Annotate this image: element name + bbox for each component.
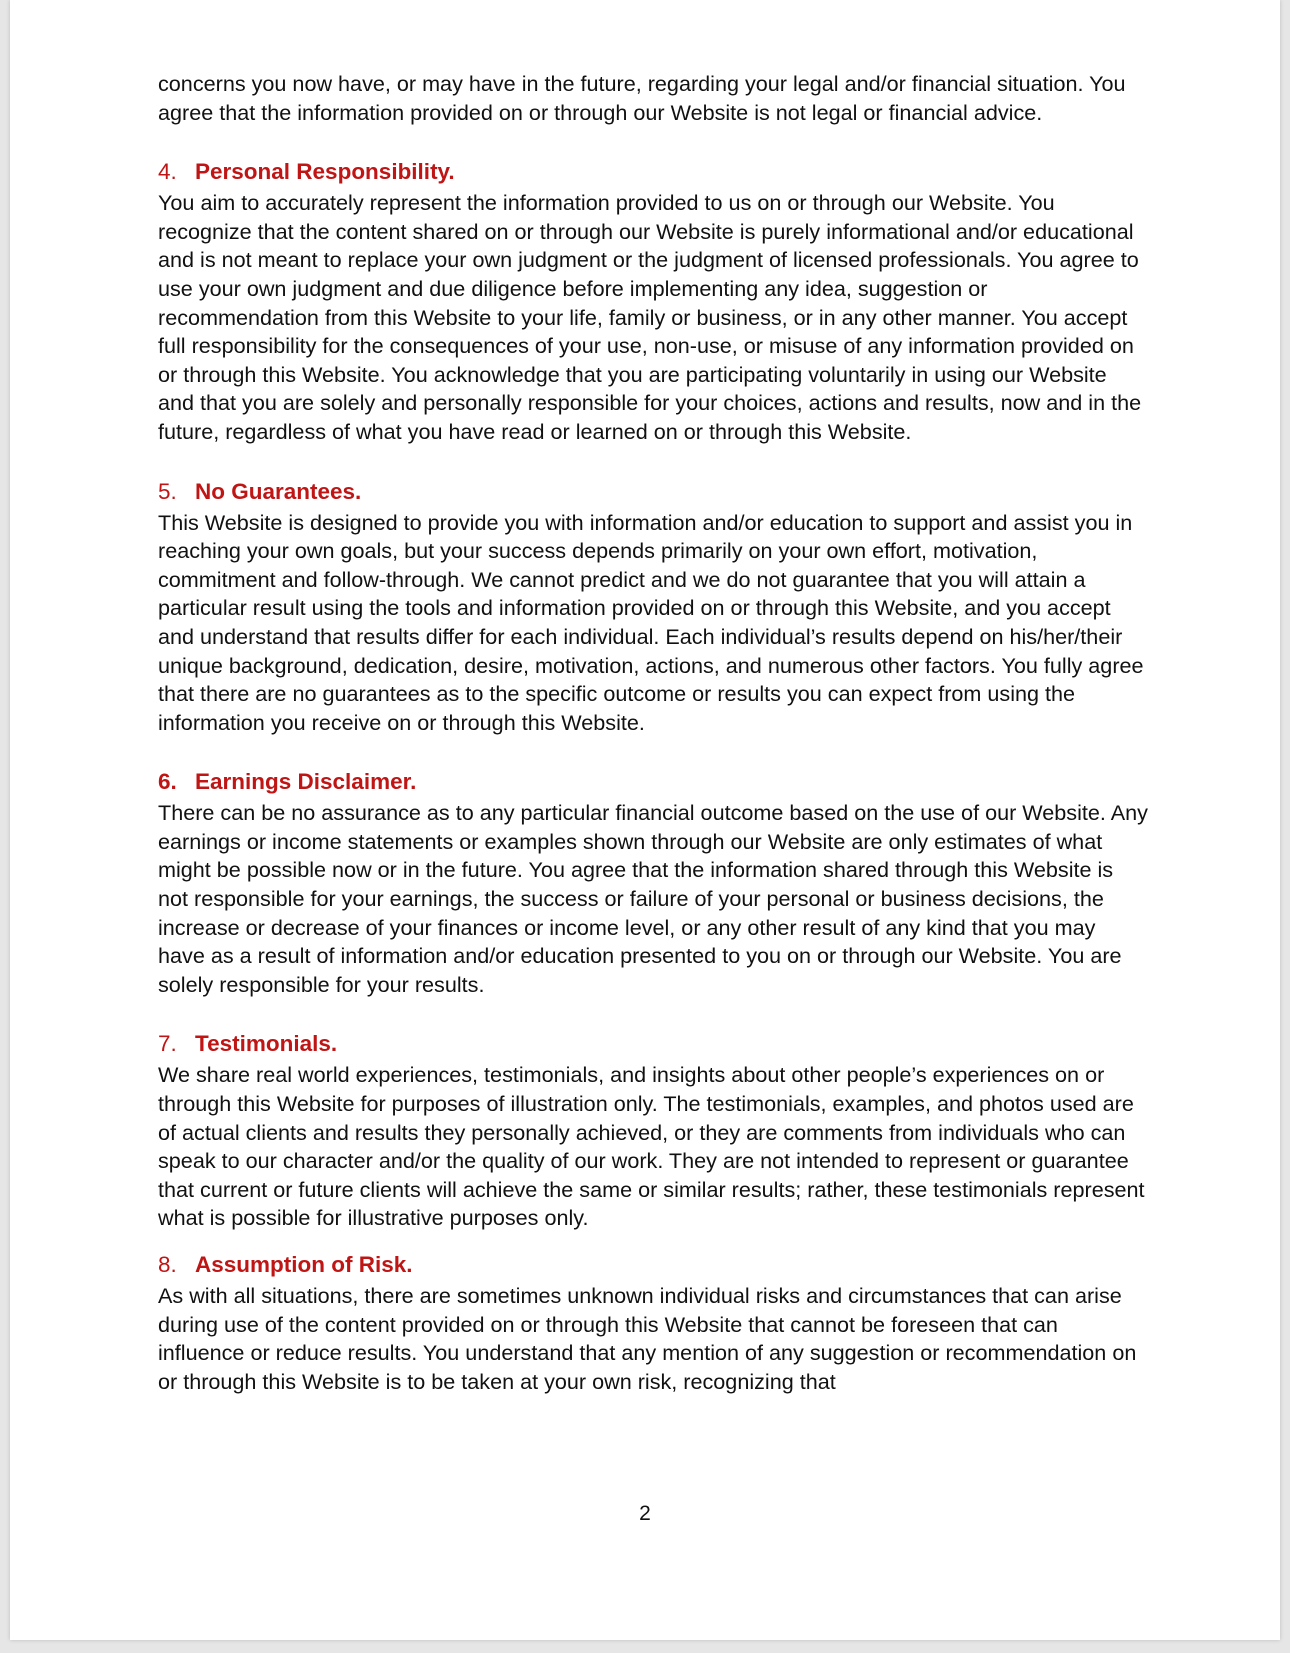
section-body: There can be no assurance as to any particular financial outcome based on the use of our Website. Any earnings or income statements or examples shown through our Website are only estimates of what might be possible now or in the future. You agree that the information shared through this Website is not responsible for your earnings, the success or failure of your personal or business decisions, the increase or decrease of your finances or income level, or any other result of any kind that you may have as a result of information and/or education presented to you on or through our Website. You are solely responsible for your results.: [158, 800, 1148, 997]
section-testimonials: [158, 1029, 1148, 1233]
section-earnings-disclaimer: [158, 767, 1148, 999]
section-body: This Website is designed to provide you with information and/or education to support and assist you in reaching your own goals, but your success depends primarily on your own effort, motivation, commitment and follow-through. We cannot predict and we do not guarantee that you will attain a particular result using the tools and information provided on or through this Website, and you accept and understand that results differ for each individual. Each individual’s results depend on his/her/their unique background, dedication, desire, motivation, actions, and numerous other factors. You fully agree that there are no guarantees as to the specific outcome or results you can expect from using the information you receive on or through this Website.: [158, 509, 1144, 735]
section-body: We share real world experiences, testimonials, and insights about other people’s experiences on or through this Website for purposes of illustration only. The testimonials, examples, and photos used are of actual clients and results they personally achieved, or they are comments from individuals who can speak to our character and/or the quality of our work. They are not intended to represent or guarantee that current or future clients will achieve the same or similar results; rather, these testimonials represent what is possible for illustrative purposes only.: [158, 1062, 1145, 1231]
intro-paragraph: concerns you now have, or may have in the future, regarding your legal and/or financial situation. You agree that the information provided on or through our Website is not legal or financial advice.: [158, 71, 1126, 125]
section-title: Earnings Disclaimer.: [195, 769, 417, 795]
section-number: 4.: [158, 159, 177, 185]
document-page: [10, 0, 1280, 1640]
section-body: As with all situations, there are sometimes unknown individual risks and circumstances that can arise during use of the content provided on or through this Website that cannot be foreseen that can influence or reduce results. You understand that any mention of any suggestion or recommendation on or through this Website is to be taken at your own risk, recognizing that: [158, 1283, 1137, 1394]
page-content: [158, 70, 1148, 1396]
section-heading: [158, 477, 1148, 507]
section-title: Assumption of Risk.: [195, 1252, 413, 1277]
section-heading: [158, 767, 1148, 797]
section-number: 5.: [158, 478, 177, 504]
section-title: Personal Responsibility.: [195, 159, 455, 185]
section-heading: [158, 1029, 1148, 1059]
section-heading: [158, 157, 1148, 187]
section-body: You aim to accurately represent the information provided to us on or through our Website. You recognize that the content shared on or through our Website is purely informational and/or educational and is not meant to replace your own judgment or the judgment of licensed professionals. You agree to use your own judgment and due diligence before implementing any idea, suggestion or recommendation from this Website to your life, family or business, or in any other manner. You accept full responsibility for the consequences of your use, non-use, or misuse of any information provided on or through this Website. You acknowledge that you are participating voluntarily in using our Website and that you are solely and personally responsible for your choices, actions and results, now and in the future, regardless of what you have read or learned on or through this Website.: [158, 190, 1142, 444]
section-no-guarantees: [158, 477, 1148, 738]
section-title: Testimonials.: [195, 1031, 338, 1057]
section-number: 7.: [158, 1031, 177, 1057]
section-personal-responsibility: [158, 157, 1148, 446]
section-heading: [158, 1250, 1148, 1280]
page-number: 2: [639, 1502, 651, 1525]
section-number: 8.: [158, 1252, 177, 1277]
section-assumption-of-risk: [158, 1250, 1148, 1396]
section-number: 6.: [158, 769, 177, 795]
section-title: No Guarantees.: [195, 478, 362, 504]
